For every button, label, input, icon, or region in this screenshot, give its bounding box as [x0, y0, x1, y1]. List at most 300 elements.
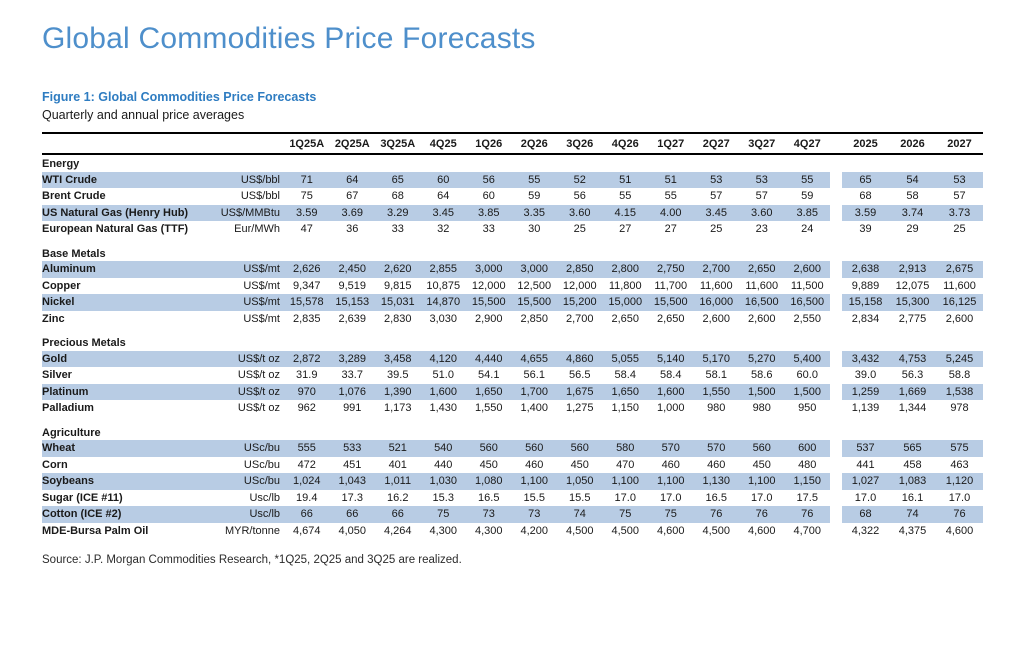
commodity-name-cell: Sugar (ICE #11) — [42, 491, 123, 504]
annual-value-cell: 39 — [859, 223, 872, 235]
quarter-value-cell: 1,030 — [421, 473, 467, 490]
quarter-value-cell: 2,626 — [284, 261, 330, 278]
quarter-value-cell: 2,600 — [747, 312, 776, 325]
quarter-value-cell: 1,550 — [474, 402, 503, 414]
quarter-value-cell: 23 — [755, 223, 768, 235]
quarter-value-cell: 1,600 — [421, 384, 467, 401]
quarter-column-header: 2Q26 — [512, 133, 558, 154]
quarter-value-cell: 33 — [482, 223, 495, 235]
quarter-value-cell: 1,080 — [466, 473, 512, 490]
table-row — [42, 384, 983, 401]
quarter-value-cell: 31.9 — [296, 369, 318, 381]
quarter-value-cell: 12,500 — [517, 279, 552, 292]
table-row — [42, 351, 983, 368]
quarter-value-cell: 15,000 — [603, 294, 649, 311]
quarter-value-cell: 75 — [421, 506, 467, 523]
quarter-value-cell: 4,500 — [702, 524, 731, 537]
quarter-value-cell: 14,870 — [421, 294, 467, 311]
annual-value-cell: 68 — [842, 506, 889, 523]
quarter-value-cell: 1,500 — [785, 384, 831, 401]
quarter-value-cell: 2,650 — [611, 312, 640, 325]
quarter-value-cell: 980 — [752, 402, 771, 414]
quarter-value-cell: 991 — [343, 402, 362, 414]
quarter-value-cell: 1,700 — [512, 384, 558, 401]
quarter-value-cell: 1,650 — [466, 384, 512, 401]
quarter-value-cell: 950 — [798, 402, 817, 414]
gap-column — [830, 133, 842, 154]
annual-value-cell: 3.74 — [889, 205, 936, 222]
quarter-value-cell: 1,043 — [330, 473, 376, 490]
quarter-value-cell: 55 — [512, 172, 558, 189]
annual-value-cell: 4,600 — [945, 524, 974, 537]
table-row — [42, 457, 983, 474]
quarter-value-cell: 55 — [619, 190, 632, 202]
quarter-value-cell: 2,450 — [330, 261, 376, 278]
annual-value-cell: 2,775 — [898, 312, 927, 325]
section-row — [42, 417, 983, 441]
quarter-value-cell: 9,347 — [292, 279, 321, 292]
quarter-value-cell: 2,700 — [694, 261, 740, 278]
quarter-value-cell: 2,639 — [338, 312, 367, 325]
source-note: Source: J.P. Morgan Commodities Research, *1Q25, 2Q25 and 3Q25 are realized. — [42, 554, 462, 566]
quarter-value-cell: 15,500 — [648, 294, 694, 311]
unit-cell: US$/mt — [200, 261, 284, 278]
annual-value-cell: 4,753 — [889, 351, 936, 368]
quarter-value-cell: 5,400 — [785, 351, 831, 368]
quarter-value-cell: 39.5 — [387, 369, 409, 381]
quarter-value-cell: 3.60 — [557, 205, 603, 222]
quarter-value-cell: 58.1 — [705, 369, 727, 381]
annual-value-cell: 65 — [842, 172, 889, 189]
annual-value-cell: 58 — [906, 190, 919, 202]
quarter-value-cell: 2,750 — [648, 261, 694, 278]
quarter-value-cell: 4.00 — [648, 205, 694, 222]
quarter-value-cell: 10,875 — [426, 279, 461, 292]
quarter-value-cell: 4,300 — [429, 524, 458, 537]
table-row — [42, 440, 983, 457]
gap-cell — [830, 311, 842, 328]
annual-value-cell: 39.0 — [854, 369, 877, 381]
quarter-value-cell: 16.5 — [705, 491, 727, 504]
quarter-column-header: 2Q25A — [330, 133, 376, 154]
table-row — [42, 294, 983, 311]
quarter-value-cell: 560 — [739, 440, 785, 457]
quarter-value-cell: 521 — [375, 440, 421, 457]
table-body — [42, 154, 983, 539]
quarter-value-cell: 17.5 — [796, 491, 818, 504]
quarter-value-cell: 5,140 — [648, 351, 694, 368]
section-row — [42, 327, 983, 351]
quarter-value-cell: 75 — [300, 190, 313, 202]
quarter-value-cell: 570 — [648, 440, 694, 457]
quarter-value-cell: 2,650 — [656, 312, 685, 325]
table-row — [42, 506, 983, 523]
table-header-row — [42, 133, 983, 154]
annual-value-cell: 3.59 — [842, 205, 889, 222]
annual-value-cell: 2,638 — [842, 261, 889, 278]
quarter-value-cell: 51 — [603, 172, 649, 189]
quarter-column-header: 4Q25 — [421, 133, 467, 154]
table-head — [42, 133, 983, 154]
gap-cell — [830, 506, 842, 523]
quarter-value-cell: 1,100 — [648, 473, 694, 490]
gap-cell — [830, 261, 842, 278]
unit-cell: US$/t oz — [200, 351, 284, 368]
quarter-value-cell: 76 — [739, 506, 785, 523]
commodity-name-cell: Silver — [42, 369, 72, 381]
quarter-value-cell: 4,264 — [383, 524, 412, 537]
figure-caption: Figure 1: Global Commodities Price Forecasts — [42, 90, 317, 104]
quarter-column-header: 1Q26 — [466, 133, 512, 154]
annual-value-cell: 441 — [856, 458, 875, 471]
quarter-value-cell: 3.85 — [466, 205, 512, 222]
quarter-value-cell: 1,150 — [611, 402, 640, 414]
quarter-value-cell: 3.60 — [739, 205, 785, 222]
quarter-value-cell: 27 — [664, 223, 677, 235]
quarter-value-cell: 4,050 — [338, 524, 367, 537]
quarter-value-cell: 66 — [330, 506, 376, 523]
quarter-value-cell: 73 — [512, 506, 558, 523]
quarter-value-cell: 60 — [421, 172, 467, 189]
quarter-value-cell: 1,100 — [512, 473, 558, 490]
quarter-value-cell: 460 — [525, 458, 544, 471]
quarter-value-cell: 1,650 — [603, 384, 649, 401]
commodity-name-cell: MDE-Bursa Palm Oil — [42, 524, 149, 537]
quarter-value-cell: 9,519 — [338, 279, 367, 292]
annual-value-cell: 565 — [889, 440, 936, 457]
commodity-name-cell: Copper — [42, 279, 81, 292]
commodity-name-cell: Brent Crude — [42, 190, 106, 202]
quarter-value-cell: 58.6 — [751, 369, 773, 381]
quarter-value-cell: 4,655 — [512, 351, 558, 368]
quarter-value-cell: 451 — [343, 458, 362, 471]
quarter-value-cell: 3,289 — [330, 351, 376, 368]
quarter-value-cell: 2,850 — [520, 312, 549, 325]
quarter-value-cell: 2,620 — [375, 261, 421, 278]
commodity-name-cell: US Natural Gas (Henry Hub) — [42, 205, 200, 222]
annual-value-cell: 58.8 — [948, 369, 971, 381]
annual-value-cell: 12,075 — [895, 279, 930, 292]
quarter-value-cell: 59 — [801, 190, 814, 202]
annual-value-cell: 2,675 — [936, 261, 983, 278]
quarter-value-cell: 74 — [557, 506, 603, 523]
gap-cell — [830, 294, 842, 311]
quarter-value-cell: 1,076 — [330, 384, 376, 401]
quarter-value-cell: 3.59 — [284, 205, 330, 222]
quarter-value-cell: 4,120 — [421, 351, 467, 368]
annual-value-cell: 458 — [903, 458, 922, 471]
table-row — [42, 490, 983, 507]
quarter-value-cell: 57 — [755, 190, 768, 202]
quarter-value-cell: 3,030 — [429, 312, 458, 325]
quarter-value-cell: 2,855 — [421, 261, 467, 278]
quarter-value-cell: 55 — [785, 172, 831, 189]
quarter-value-cell: 57 — [710, 190, 723, 202]
quarter-value-cell: 53 — [739, 172, 785, 189]
table-row — [42, 311, 983, 328]
annual-value-cell: 11,600 — [943, 279, 976, 292]
figure-subtitle: Quarterly and annual price averages — [42, 108, 245, 122]
gap-cell — [830, 490, 842, 507]
quarter-value-cell: 2,830 — [383, 312, 412, 325]
quarter-value-cell: 1,000 — [656, 402, 685, 414]
gap-cell — [830, 367, 842, 384]
commodity-name-cell: Gold — [42, 351, 200, 368]
quarter-value-cell: 3.35 — [512, 205, 558, 222]
gap-cell — [830, 205, 842, 222]
quarter-value-cell: 570 — [694, 440, 740, 457]
quarter-value-cell: 460 — [707, 458, 726, 471]
quarter-value-cell: 3.29 — [375, 205, 421, 222]
quarter-value-cell: 68 — [391, 190, 404, 202]
quarter-value-cell: 64 — [437, 190, 450, 202]
annual-value-cell: 74 — [889, 506, 936, 523]
quarter-value-cell: 66 — [284, 506, 330, 523]
section-label: Energy — [42, 154, 983, 172]
unit-cell: Eur/MWh — [234, 223, 280, 235]
quarter-value-cell: 58.4 — [614, 369, 636, 381]
quarter-value-cell: 533 — [330, 440, 376, 457]
quarter-value-cell: 58.4 — [660, 369, 682, 381]
quarter-value-cell: 25 — [710, 223, 723, 235]
quarter-value-cell: 51 — [648, 172, 694, 189]
quarter-value-cell: 1,150 — [785, 473, 831, 490]
commodity-name-cell: Palladium — [42, 402, 94, 414]
annual-value-cell: 3,432 — [842, 351, 889, 368]
section-label: Agriculture — [42, 417, 983, 441]
unit-cell: US$/t oz — [237, 369, 280, 381]
table-row — [42, 205, 983, 222]
quarter-value-cell: 1,550 — [694, 384, 740, 401]
quarter-value-cell: 600 — [785, 440, 831, 457]
unit-cell: US$/MMBtu — [200, 205, 284, 222]
annual-value-cell: 68 — [859, 190, 872, 202]
unit-cell: US$/mt — [243, 279, 280, 292]
quarter-value-cell: 4,600 — [656, 524, 685, 537]
annual-value-cell: 2,834 — [851, 312, 880, 325]
quarter-value-cell: 16,500 — [739, 294, 785, 311]
annual-value-cell: 1,120 — [936, 473, 983, 490]
quarter-value-cell: 450 — [570, 458, 589, 471]
quarter-value-cell: 1,100 — [603, 473, 649, 490]
quarter-value-cell: 15,153 — [330, 294, 376, 311]
unit-cell: USc/bu — [200, 440, 284, 457]
annual-value-cell: 17.0 — [854, 491, 877, 504]
quarter-column-header: 3Q26 — [557, 133, 603, 154]
quarter-value-cell: 51.0 — [432, 369, 454, 381]
quarter-column-header: 3Q27 — [739, 133, 785, 154]
annual-value-cell: 53 — [936, 172, 983, 189]
quarter-value-cell: 12,000 — [562, 279, 597, 292]
unit-cell: USc/bu — [243, 458, 280, 471]
quarter-value-cell: 4,200 — [520, 524, 549, 537]
quarter-value-cell: 75 — [648, 506, 694, 523]
quarter-value-cell: 450 — [752, 458, 771, 471]
commodity-name-cell: Aluminum — [42, 261, 200, 278]
table-row — [42, 172, 983, 189]
unit-column-header — [200, 133, 284, 154]
table-row — [42, 523, 983, 540]
quarter-value-cell: 4,500 — [565, 524, 594, 537]
commodity-name-cell: Platinum — [42, 384, 200, 401]
unit-cell: US$/bbl — [240, 190, 280, 202]
quarter-value-cell: 75 — [603, 506, 649, 523]
forecast-table — [42, 132, 983, 539]
commodity-name-cell: WTI Crude — [42, 172, 200, 189]
quarter-value-cell: 30 — [528, 223, 541, 235]
commodity-name-cell: Corn — [42, 458, 68, 471]
unit-cell: USc/bu — [200, 473, 284, 490]
unit-cell: MYR/tonne — [224, 524, 280, 537]
quarter-value-cell: 970 — [284, 384, 330, 401]
quarter-value-cell: 3.45 — [421, 205, 467, 222]
quarter-value-cell: 15,500 — [466, 294, 512, 311]
quarter-value-cell: 580 — [603, 440, 649, 457]
quarter-value-cell: 15,200 — [557, 294, 603, 311]
quarter-value-cell: 1,050 — [557, 473, 603, 490]
unit-cell: US$/bbl — [200, 172, 284, 189]
quarter-value-cell: 33 — [391, 223, 404, 235]
quarter-value-cell: 76 — [694, 506, 740, 523]
quarter-value-cell: 3.45 — [694, 205, 740, 222]
commodity-name-cell: Soybeans — [42, 473, 200, 490]
annual-value-cell: 2,600 — [945, 312, 974, 325]
annual-value-cell: 76 — [936, 506, 983, 523]
annual-value-cell: 4,322 — [851, 524, 880, 537]
quarter-value-cell: 9,815 — [383, 279, 412, 292]
quarter-value-cell: 16.2 — [387, 491, 409, 504]
annual-column-header: 2026 — [889, 133, 936, 154]
quarter-value-cell: 440 — [434, 458, 453, 471]
quarter-value-cell: 1,675 — [557, 384, 603, 401]
quarter-value-cell: 56.1 — [523, 369, 545, 381]
annual-value-cell: 537 — [842, 440, 889, 457]
gap-cell — [830, 278, 842, 295]
quarter-value-cell: 52 — [557, 172, 603, 189]
quarter-value-cell: 1,430 — [429, 402, 458, 414]
quarter-value-cell: 56.5 — [569, 369, 591, 381]
quarter-value-cell: 2,900 — [474, 312, 503, 325]
quarter-value-cell: 1,275 — [565, 402, 594, 414]
gap-cell — [830, 473, 842, 490]
quarter-value-cell: 54.1 — [478, 369, 500, 381]
annual-value-cell: 1,669 — [889, 384, 936, 401]
quarter-value-cell: 16,500 — [785, 294, 831, 311]
quarter-value-cell: 16,000 — [694, 294, 740, 311]
quarter-value-cell: 3.85 — [785, 205, 831, 222]
commodity-name-cell: Wheat — [42, 440, 200, 457]
quarter-value-cell: 1,173 — [383, 402, 412, 414]
quarter-value-cell: 5,170 — [694, 351, 740, 368]
annual-value-cell: 57 — [953, 190, 966, 202]
quarter-value-cell: 12,000 — [471, 279, 506, 292]
quarter-value-cell: 3.69 — [330, 205, 376, 222]
quarter-value-cell: 540 — [421, 440, 467, 457]
quarter-value-cell: 73 — [466, 506, 512, 523]
quarter-value-cell: 2,550 — [793, 312, 822, 325]
quarter-value-cell: 2,650 — [739, 261, 785, 278]
quarter-value-cell: 560 — [557, 440, 603, 457]
quarter-value-cell: 4,600 — [747, 524, 776, 537]
quarter-column-header: 4Q27 — [785, 133, 831, 154]
annual-value-cell: 5,245 — [936, 351, 983, 368]
annual-column-header: 2027 — [936, 133, 983, 154]
annual-value-cell: 1,538 — [936, 384, 983, 401]
quarter-value-cell: 55 — [664, 190, 677, 202]
quarter-value-cell: 15.5 — [523, 491, 545, 504]
quarter-value-cell: 71 — [284, 172, 330, 189]
unit-cell: US$/mt — [243, 312, 280, 325]
unit-cell: Usc/lb — [200, 506, 284, 523]
section-row — [42, 238, 983, 262]
quarter-value-cell: 560 — [512, 440, 558, 457]
annual-value-cell: 575 — [936, 440, 983, 457]
annual-value-cell: 2,913 — [889, 261, 936, 278]
quarter-value-cell: 17.0 — [614, 491, 636, 504]
annual-value-cell: 3.73 — [936, 205, 983, 222]
annual-value-cell: 15,158 — [842, 294, 889, 311]
annual-column-header: 2025 — [842, 133, 889, 154]
quarter-value-cell: 33.7 — [341, 369, 363, 381]
annual-value-cell: 4,375 — [898, 524, 927, 537]
quarter-value-cell: 962 — [297, 402, 316, 414]
quarter-value-cell: 472 — [297, 458, 316, 471]
quarter-value-cell: 15,500 — [512, 294, 558, 311]
unit-cell: US$/t oz — [200, 384, 284, 401]
quarter-value-cell: 4.15 — [603, 205, 649, 222]
quarter-value-cell: 2,700 — [565, 312, 594, 325]
quarter-value-cell: 17.0 — [751, 491, 773, 504]
quarter-value-cell: 5,055 — [603, 351, 649, 368]
commodity-name-cell: Cotton (ICE #2) — [42, 506, 200, 523]
quarter-value-cell: 2,835 — [292, 312, 321, 325]
quarter-value-cell: 67 — [346, 190, 359, 202]
quarter-value-cell: 15.3 — [432, 491, 454, 504]
table-row — [42, 261, 983, 278]
annual-value-cell: 15,300 — [889, 294, 936, 311]
annual-value-cell: 17.0 — [948, 491, 971, 504]
table-row — [42, 221, 983, 238]
quarter-value-cell: 470 — [616, 458, 635, 471]
gap-cell — [830, 457, 842, 474]
quarter-value-cell: 450 — [479, 458, 498, 471]
quarter-value-cell: 17.0 — [660, 491, 682, 504]
quarter-value-cell: 4,440 — [466, 351, 512, 368]
quarter-column-header: 1Q27 — [648, 133, 694, 154]
annual-value-cell: 1,259 — [842, 384, 889, 401]
quarter-value-cell: 11,600 — [699, 279, 733, 292]
quarter-value-cell: 16.5 — [478, 491, 500, 504]
quarter-value-cell: 15,031 — [375, 294, 421, 311]
quarter-value-cell: 4,674 — [292, 524, 321, 537]
quarter-value-cell: 4,700 — [793, 524, 822, 537]
annual-value-cell: 9,889 — [851, 279, 880, 292]
quarter-value-cell: 555 — [284, 440, 330, 457]
quarter-value-cell: 3,000 — [512, 261, 558, 278]
quarter-value-cell: 60.0 — [796, 369, 818, 381]
quarter-value-cell: 2,850 — [557, 261, 603, 278]
quarter-value-cell: 15.5 — [569, 491, 591, 504]
quarter-value-cell: 11,800 — [608, 279, 642, 292]
quarter-value-cell: 56 — [466, 172, 512, 189]
table-row — [42, 400, 983, 417]
unit-cell: US$/mt — [200, 294, 284, 311]
quarter-value-cell: 25 — [573, 223, 586, 235]
quarter-column-header: 3Q25A — [375, 133, 421, 154]
quarter-value-cell: 480 — [798, 458, 817, 471]
annual-value-cell: 16.1 — [901, 491, 924, 504]
quarter-value-cell: 1,500 — [739, 384, 785, 401]
